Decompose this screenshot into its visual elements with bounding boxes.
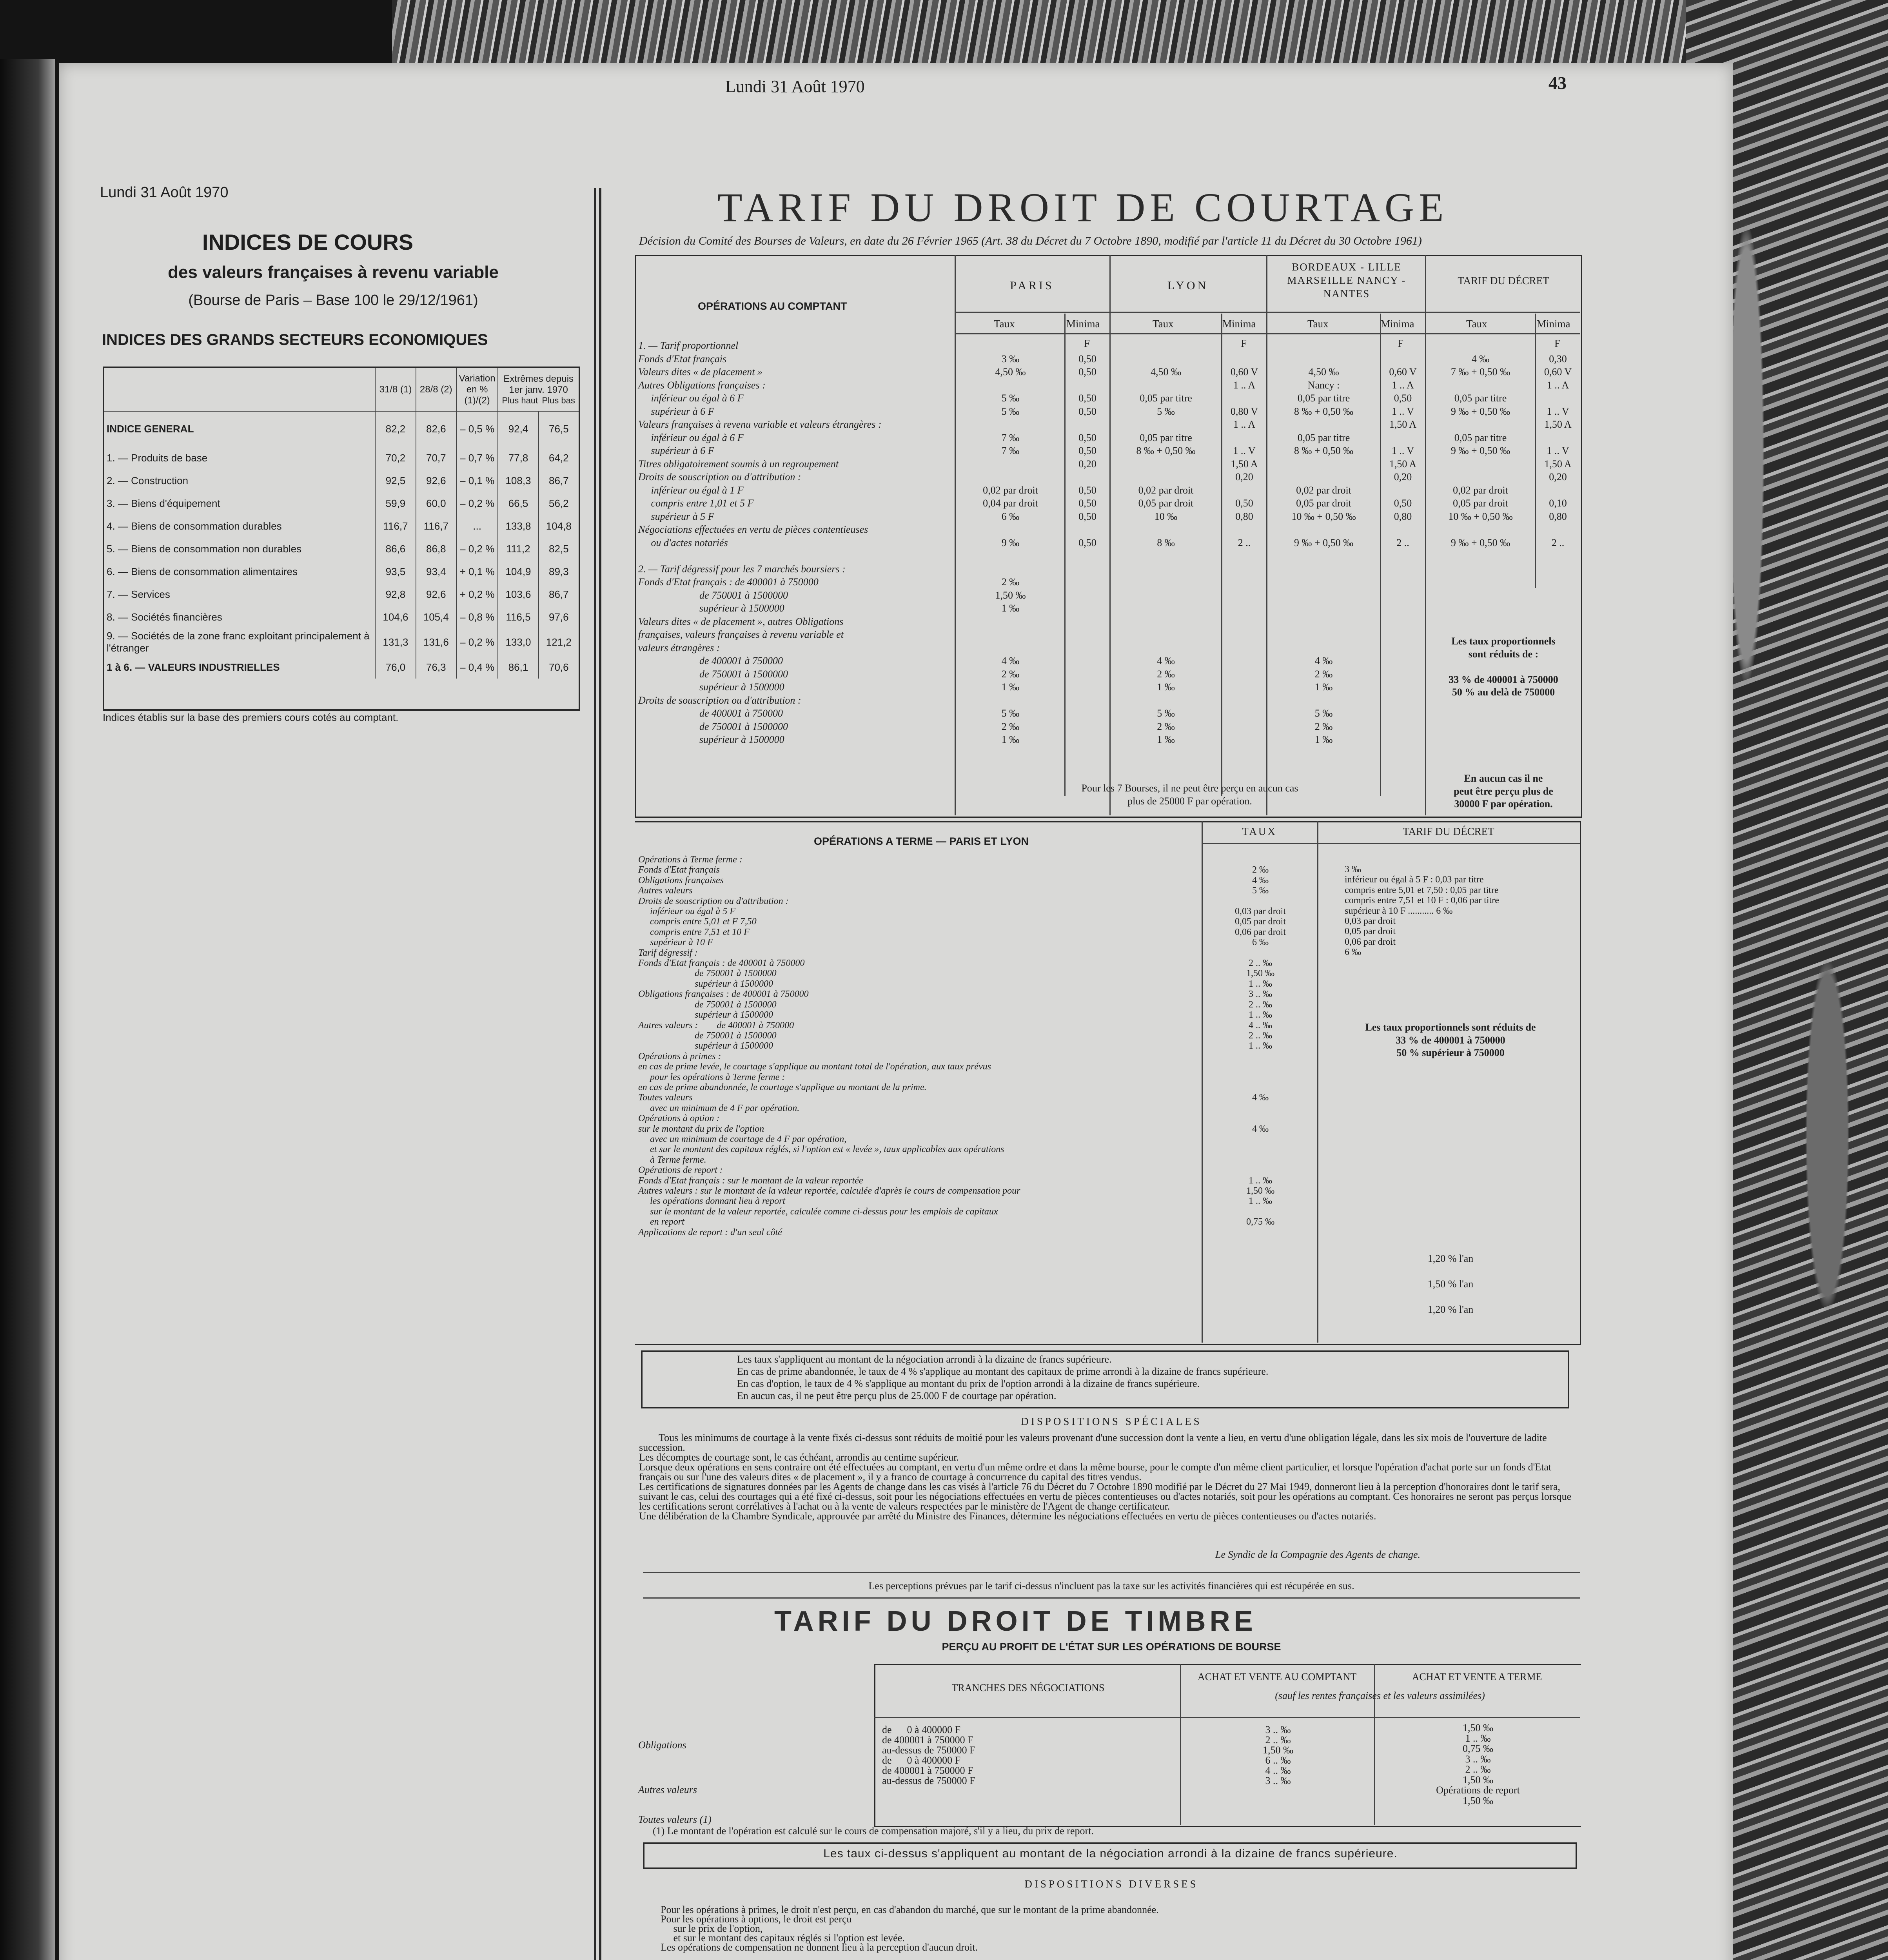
grid-line xyxy=(1202,821,1203,1343)
value-28-8: 86,8 xyxy=(416,537,456,560)
plus-bas: 70,6 xyxy=(539,656,579,679)
lyon-minima: 0,60 V 1 .. A 0,80 V 1 .. A 1 .. V 1,50 A 0,20 0,50 0,80 2 .. xyxy=(1230,366,1258,548)
variation: – 0,1 % xyxy=(456,469,498,492)
grid-line xyxy=(1202,843,1580,844)
plus-haut: 92,4 xyxy=(498,411,538,446)
value-31-8: 76,0 xyxy=(375,656,416,679)
table-row xyxy=(104,515,579,537)
row-label: 3. — Biens d'équipement xyxy=(107,497,220,509)
plus-bas: 121,2 xyxy=(539,628,579,656)
value-31-8: 116,7 xyxy=(375,515,416,537)
table-row xyxy=(104,446,579,469)
sauf-note: (sauf les rentes françaises et les valeurs assimilées) xyxy=(1275,1690,1485,1701)
variation: + 0,1 % xyxy=(456,560,498,583)
grid-line xyxy=(955,255,956,815)
indices-note: Indices établis sur la base des premiers cours cotés au comptant. xyxy=(103,711,399,723)
plus-bas: 76,5 xyxy=(539,411,579,446)
col-header: Variation en % (1)/(2) xyxy=(456,368,498,411)
terme-heading: OPÉRATIONS A TERME — PARIS ET LYON xyxy=(813,835,1029,847)
value-31-8: 104,6 xyxy=(375,606,416,628)
table-row xyxy=(104,492,579,515)
table-row xyxy=(104,537,579,560)
timbre-tranches: de 0 à 400000 F de 400001 à 750000 F au-dessus de 750000 F de 0 à 400000 F de 400001 à 750000 F au-dessus de 750000 F xyxy=(882,1724,975,1786)
plus-bas: 82,5 xyxy=(539,537,579,560)
tranches-header: TRANCHES DES NÉGOCIATIONS xyxy=(951,1682,1105,1693)
timbre-subtitle: PERÇU AU PROFIT DE L'ÉTAT SUR LES OPÉRATIONS DE BOURSE xyxy=(942,1641,1281,1653)
col-lyon: LYON xyxy=(1167,279,1209,292)
value-28-8: 116,7 xyxy=(416,515,456,537)
dispositions-diverses-text: Pour les opérations à primes, le droit n'est perçu, en cas d'abandon du marché, que sur le montant de la prime abandonnée. Pour les opérations à options, le droit est perçu sur le prix de l'option, et sur le montant des capitaux réglés si l'option est levée. Les opérations de compensation ne donnent lieu à la perception d'aucun droit. xyxy=(661,1904,1159,1953)
col-header xyxy=(498,368,579,411)
plus-haut: 66,5 xyxy=(498,492,538,515)
plus-bas: 97,6 xyxy=(539,606,579,628)
col-header: Plus bas xyxy=(542,395,575,405)
column-divider-2 xyxy=(599,188,601,1960)
plus-haut: 77,8 xyxy=(498,446,538,469)
grid-line xyxy=(874,1717,1580,1718)
grid-line xyxy=(1317,821,1318,1343)
table-row xyxy=(104,606,579,628)
value-28-8: 60,0 xyxy=(416,492,456,515)
table-row xyxy=(104,583,579,606)
paris-minima: 0,50 0,50 0,50 0,50 0,50 0,50 0,20 0,50 0,50 0,50 0,50 xyxy=(1078,353,1096,548)
grid-line xyxy=(1374,1664,1375,1825)
plus-haut: 133,0 xyxy=(498,628,538,656)
rule xyxy=(643,1597,1580,1599)
dispositions-speciales-text: Tous les minimums de courtage à la vente fixés ci-dessus sont réduits de moitié pour les valeurs provenant d'une succession dont la vente a lieu, en vertu d'une obligation légale, dans les six mois de l'ouverture de ladite succession. Les décomptes de courtage sont, le cas échéant, arrondis au centime supérieur. Lorsque deux opérations en sens contraire ont été effectuées au comptant, en vertu d'un même ordre et dans la même bourse, pour le compte d'un même client particulier, et lorsque l'opération d'achat porte sur un fonds d'Etat français ou sur l'une des valeurs dites « de placement », il y a franco de courtage à concurrence du capital des titres vendus. Les certifications de signatures données par les Agents de change dans les cas visés à l'article 76 du Décret du 7 Octobre 1890 modifié par le Décret du 27 Mai 1949, donneront lieu à la perception d'honoraires dont le tarif sera, suivant le cas, celui des courtages qui a été fixé ci-dessus, soit pour les négociations effectuées en vertu de pièces contentieuses ou d'actes notariés, soit pour les opérations au comptant. Ces honoraires ne seront pas perçus lorsque les certifications seront corrélatives à l'achat ou à la vente de valeurs respectées par le ministère de l'Agent de change certificateur. Une délibération de la Chambre Syndicale, approuvée par arrêté du Ministre des Finances, détermine les négociations effectuées en vertu de pièces contentieuses ou d'actes notariés. xyxy=(639,1432,1572,1522)
minima-label: Minima xyxy=(1537,318,1570,330)
col-header: 31/8 (1) xyxy=(375,368,416,411)
dispositions-diverses-title: DISPOSITIONS DIVERSES xyxy=(1024,1878,1198,1890)
value-28-8: 93,4 xyxy=(416,560,456,583)
plus-haut: 111,2 xyxy=(498,537,538,560)
marbled-cover-top xyxy=(392,0,1882,71)
value-28-8: 92,6 xyxy=(416,583,456,606)
value-28-8: 105,4 xyxy=(416,606,456,628)
indices-table xyxy=(103,367,580,711)
table-row xyxy=(104,656,579,679)
bordeaux-taux: 4,50 ‰ Nancy : 0,05 par titre 8 ‰ + 0,50 ‰ 0,05 par titre 8 ‰ + 0,50 ‰ 0,02 par droit 0,05 par droit 10 ‰ + 0,50 ‰ 9 ‰ + 0,50 ‰ 4 ‰ 2 ‰ 1 ‰ 5 ‰ 2 ‰ 1 ‰ xyxy=(1291,366,1356,745)
minima-label: Minima xyxy=(1066,318,1100,330)
col-decret: TARIF DU DÉCRET xyxy=(1458,275,1549,287)
timbre-labels: Obligations Autres valeurs Toutes valeurs (1) xyxy=(638,1739,712,1825)
terme-taux-values: 2 ‰ 4 ‰ 5 ‰ 0,03 par droit 0,05 par droit 0,06 par droit 6 ‰ 2 .. ‰ 1,50 ‰ 1 .. ‰ 3 .. ‰ 2 .. ‰ 1 .. ‰ 4 .. ‰ 2 .. ‰ 1 .. ‰ 4 ‰ 4 ‰ 1 .. ‰ 1,50 ‰ 1 .. ‰ 0,75 ‰ xyxy=(1235,865,1286,1227)
rounding-note: Les taux s'appliquent au montant de la négociation arrondi à la dizaine de francs supérieure. En cas de prime abandonnée, le taux de 4 % s'applique au montant des capitaux de prime arrondi à la dizaine de francs supérieure. En cas d'option, le taux de 4 % s'applique au montant du prix de l'option arrondi à la dizaine de francs supérieure. En aucun cas, il ne peut être perçu plus de 25.000 F de courtage par opération. xyxy=(737,1354,1269,1401)
plus-bas: 86,7 xyxy=(539,583,579,606)
comptant-header: ACHAT ET VENTE AU COMPTANT xyxy=(1197,1671,1357,1682)
variation: ... xyxy=(456,515,498,537)
taux-label: Taux xyxy=(1153,318,1174,330)
terme-header: ACHAT ET VENTE A TERME xyxy=(1412,1671,1542,1682)
col-header: Plus haut xyxy=(502,395,538,405)
timbre-terme-values: 1,50 ‰ 1 .. ‰ 0,75 ‰ 3 .. ‰ 2 .. ‰ 1,50 ‰ Opérations de report 1,50 ‰ xyxy=(1436,1722,1520,1806)
row-label: 2. — Construction xyxy=(107,474,189,486)
table-row xyxy=(104,628,579,656)
col-header: 28/8 (2) xyxy=(416,368,456,411)
seven-bourses-note: Pour les 7 Bourses, il ne peut être perçu en aucun cas plus de 25000 F par opération. xyxy=(1081,782,1298,807)
lyon-taux: 4,50 ‰ 0,05 par titre 5 ‰ 0,05 par titre 8 ‰ + 0,50 ‰ 0,02 par droit 0,05 par droit 10 ‰ 8 ‰ 4 ‰ 2 ‰ 1 ‰ 5 ‰ 2 ‰ 1 ‰ xyxy=(1136,366,1196,745)
col-bordeaux: BORDEAUX - LILLE MARSEILLE NANCY - NANTES xyxy=(1287,261,1406,299)
row-label: 1 à 6. — VALEURS INDUSTRIELLES xyxy=(107,661,280,673)
row-label: 7. — Services xyxy=(107,588,170,600)
decret-minima: 0,30 0,60 V 1 .. A 1 .. V 1,50 A 1 .. V 1,50 A 0,20 0,10 0,80 2 .. xyxy=(1544,353,1572,548)
header-date: Lundi 31 Août 1970 xyxy=(725,77,865,96)
value-31-8: 131,3 xyxy=(375,628,416,656)
terme-decret-values: 3 ‰ inférieur ou égal à 5 F : 0,03 par titre compris entre 5,01 et 7,50 : 0,05 par titre compris entre 7,51 et 10 F : 0,06 par titre supérieur à 10 F ........... 6 ‰ 0,03 par droit 0,05 par droit 0,06 par droit 6 ‰ xyxy=(1345,864,1499,958)
comptant-labels: 1. — Tarif proportionnel Fonds d'Etat français Valeurs dites « de placement » Autres Obligations françaises : inférieur ou égal à 6 F supérieur à 6 F Valeurs françaises à revenu variable et valeurs étrangères : inférieur ou égal à 6 F supérieur à 6 F Titres obligatoirement soumis à un regroupement Droits de souscription ou d'attribution : inférieur ou égal à 1 F compris entre 1,01 et 5 F supérieur à 5 F Négociations effectuées en vertu de pièces contentieuses ou d'actes notariés 2. — Tarif dégressif pour les 7 marchés boursiers : Fonds d'Etat français : de 400001 à 750000 de 750001 à 1500000 supérieur à 1500000 Valeurs dites « de placement », autres Obligations françaises, valeurs françaises à revenu variable et valeurs étrangères : de 400001 à 750000 de 750001 à 1500000 supérieur à 1500000 Droits de souscription ou d'attribution : de 400001 à 750000 de 750001 à 1500000 supérieur à 1500000 xyxy=(638,340,882,745)
dispositions-speciales-title: DISPOSITIONS SPÉCIALES xyxy=(1021,1416,1202,1427)
plus-haut: 104,9 xyxy=(498,560,538,583)
value-28-8: 76,3 xyxy=(416,656,456,679)
plus-haut: 108,3 xyxy=(498,469,538,492)
sectors-heading: INDICES DES GRANDS SECTEURS ECONOMIQUES xyxy=(102,331,488,348)
ops-comptant-heading: OPÉRATIONS AU COMPTANT xyxy=(698,300,847,312)
courtage-title: TARIF DU DROIT DE COURTAGE xyxy=(717,185,1449,230)
timbre-comptant-values: 3 .. ‰ 2 .. ‰ 1,50 ‰ 6 .. ‰ 4 .. ‰ 3 .. ‰ xyxy=(1263,1724,1293,1786)
plus-haut: 133,8 xyxy=(498,515,538,537)
variation: + 0,2 % xyxy=(456,583,498,606)
value-31-8: 86,6 xyxy=(375,537,416,560)
row-label: 5. — Biens de consommation non durables xyxy=(107,543,302,555)
variation: – 0,5 % xyxy=(456,411,498,446)
table-row xyxy=(104,411,579,446)
plus-bas: 64,2 xyxy=(539,446,579,469)
bordeaux-minima: 0,60 V 1 .. A 0,50 1 .. V 1,50 A 1 .. V 1,50 A 0,20 0,50 0,80 2 .. xyxy=(1389,366,1417,548)
terme-labels: Opérations à Terme ferme : Fonds d'Etat français Obligations françaises Autres valeurs Droits de souscription ou d'attribution : inférieur ou égal à 5 F compris entre 5,01 et F 7,50 compris entre 7,51 et 10 F supérieur à 10 F Tarif dégressif : Fonds d'Etat français : de 400001 à 750000 de 750001 à 1500000 supérieur à 1500000 Obligations françaises : de 400001 à 750000 de 750001 à 1500000 supérieur à 1500000 Autres valeurs : de 400001 à 750000 de 750001 à 1500000 supérieur à 1500000 Opérations à primes : en cas de prime levée, le courtage s'applique au montant total de l'opération, aux taux prévus pour les opérations à Terme ferme : en cas de prime abandonnée, le courtage s'applique au montant de la prime. Toutes valeurs avec un minimum de 4 F par opération. Opérations à option : sur le montant du prix de l'option avec un minimum de courtage de 4 F par opération, et sur le montant des capitaux réglés, si l'option est « levée », taux applicables aux opérations à Terme ferme. Opérations de report : Fonds d'Etat français : sur le montant de la valeur reportée Autres valeurs : sur le montant de la valeur reportée, calculée d'après le cours de compensation pour les opérations donnant lieu à report sur le montant de la valeur reportée, calculée comme ci-dessus pour les emplois de capitaux en report Applications de report : d'un seul côté xyxy=(638,855,1020,1238)
terme-decret-note: Les taux proportionnels sont réduits de 33 % de 400001 à 750000 50 % supérieur à 750000 xyxy=(1365,1022,1536,1058)
grid-line xyxy=(955,312,1580,313)
franc-unit: F xyxy=(1241,338,1247,349)
taux-label: Taux xyxy=(1466,318,1487,330)
indices-title: INDICES DE COURS xyxy=(202,230,414,254)
column-divider xyxy=(594,188,596,1960)
decret-taux: 4 ‰ 7 ‰ + 0,50 ‰ 0,05 par titre 9 ‰ + 0,50 ‰ 0,05 par titre 9 ‰ + 0,50 ‰ 0,02 par droit 0,05 par droit 10 ‰ + 0,50 ‰ 9 ‰ + 0,50 ‰ xyxy=(1448,353,1513,548)
page-number: 43 xyxy=(1549,73,1567,93)
paris-taux: 3 ‰ 4,50 ‰ 5 ‰ 5 ‰ 7 ‰ 7 ‰ 0,02 par droit 0,04 par droit 6 ‰ 9 ‰ 2 ‰ 1,50 ‰ 1 ‰ 4 ‰ 2 ‰ 1 ‰ 5 ‰ 2 ‰ 1 ‰ xyxy=(983,353,1038,745)
plus-bas: 104,8 xyxy=(539,515,579,537)
value-31-8: 70,2 xyxy=(375,446,416,469)
franc-unit: F xyxy=(1554,338,1561,349)
value-28-8: 70,7 xyxy=(416,446,456,469)
row-label: 4. — Biens de consommation durables xyxy=(107,520,282,532)
report-rates: 1,20 % l'an 1,50 % l'an 1,20 % l'an xyxy=(1427,1253,1474,1315)
variation: – 0,4 % xyxy=(456,656,498,679)
value-31-8: 59,9 xyxy=(375,492,416,515)
taux-label: Taux xyxy=(1307,318,1329,330)
value-28-8: 82,6 xyxy=(416,411,456,446)
extremes-header: Extrêmes depuis 1er janv. 1970 xyxy=(503,373,574,395)
syndic-signature: Le Syndic de la Compagnie des Agents de change. xyxy=(1215,1549,1421,1560)
plus-haut: 86,1 xyxy=(498,656,538,679)
timbre-footnote: (1) Le montant de l'opération est calculé sur le cours de compensation majoré, s'il y a lieu, du prix de report. xyxy=(653,1825,1094,1837)
value-28-8: 92,6 xyxy=(416,469,456,492)
plus-bas: 89,3 xyxy=(539,560,579,583)
plus-bas: 56,2 xyxy=(539,492,579,515)
value-31-8: 92,8 xyxy=(375,583,416,606)
row-label: INDICE GENERAL xyxy=(107,423,194,435)
row-label: 1. — Produits de base xyxy=(107,452,208,464)
timbre-box-note: Les taux ci-dessus s'appliquent au montant de la négociation arrondi à la dizaine de francs supérieure. xyxy=(823,1847,1398,1860)
minima-label: Minima xyxy=(1381,318,1414,330)
variation: – 0,8 % xyxy=(456,606,498,628)
value-31-8: 93,5 xyxy=(375,560,416,583)
decret-max-note: En aucun cas il ne peut être perçu plus de 30000 F par opération. xyxy=(1454,773,1553,809)
variation: – 0,2 % xyxy=(456,628,498,656)
rule xyxy=(643,1572,1580,1573)
indices-base: (Bourse de Paris – Base 100 le 29/12/1961) xyxy=(188,292,478,309)
franc-unit: F xyxy=(1398,338,1404,349)
row-label: 9. — Sociétés de la zone franc exploitant principalement à l'étranger xyxy=(107,630,370,654)
plus-haut: 103,6 xyxy=(498,583,538,606)
variation: – 0,7 % xyxy=(456,446,498,469)
timbre-title: TARIF DU DROIT DE TIMBRE xyxy=(774,1606,1257,1637)
grid-line xyxy=(1180,1664,1181,1825)
minima-label: Minima xyxy=(1222,318,1256,330)
value-31-8: 92,5 xyxy=(375,469,416,492)
decret-reduction-note: Les taux proportionnels sont réduits de : 33 % de 400001 à 750000 50 % au delà de 750000 xyxy=(1449,635,1558,698)
plus-bas: 86,7 xyxy=(539,469,579,492)
variation: – 0,2 % xyxy=(456,492,498,515)
terme-decret-header: TARIF DU DÉCRET xyxy=(1403,826,1494,837)
perceptions-note: Les perceptions prévues par le tarif ci-dessus n'incluent pas la taxe sur les activités financières qui est récupérée en sus. xyxy=(868,1580,1354,1592)
terme-taux-header: TAUX xyxy=(1242,826,1277,837)
row-label: 6. — Biens de consommation alimentaires xyxy=(107,565,298,577)
courtage-decision: Décision du Comité des Bourses de Valeurs, en date du 26 Février 1965 (Art. 38 du Décret du 7 Octobre 1890, modifié par l'article 11 du Décret du 30 Octobre 1961) xyxy=(639,234,1422,247)
row-label: 8. — Sociétés financières xyxy=(107,611,222,623)
taux-label: Taux xyxy=(994,318,1015,330)
left-date: Lundi 31 Août 1970 xyxy=(100,184,229,201)
plus-haut: 116,5 xyxy=(498,606,538,628)
value-31-8: 82,2 xyxy=(375,411,416,446)
table-row xyxy=(104,560,579,583)
book-spine xyxy=(0,59,55,1960)
grid-line xyxy=(955,333,1580,334)
value-28-8: 131,6 xyxy=(416,628,456,656)
table-row xyxy=(104,469,579,492)
col-paris: PARIS xyxy=(1010,279,1054,292)
franc-unit: F xyxy=(1084,338,1090,349)
variation: – 0,2 % xyxy=(456,537,498,560)
indices-subtitle: des valeurs françaises à revenu variable xyxy=(168,263,499,282)
